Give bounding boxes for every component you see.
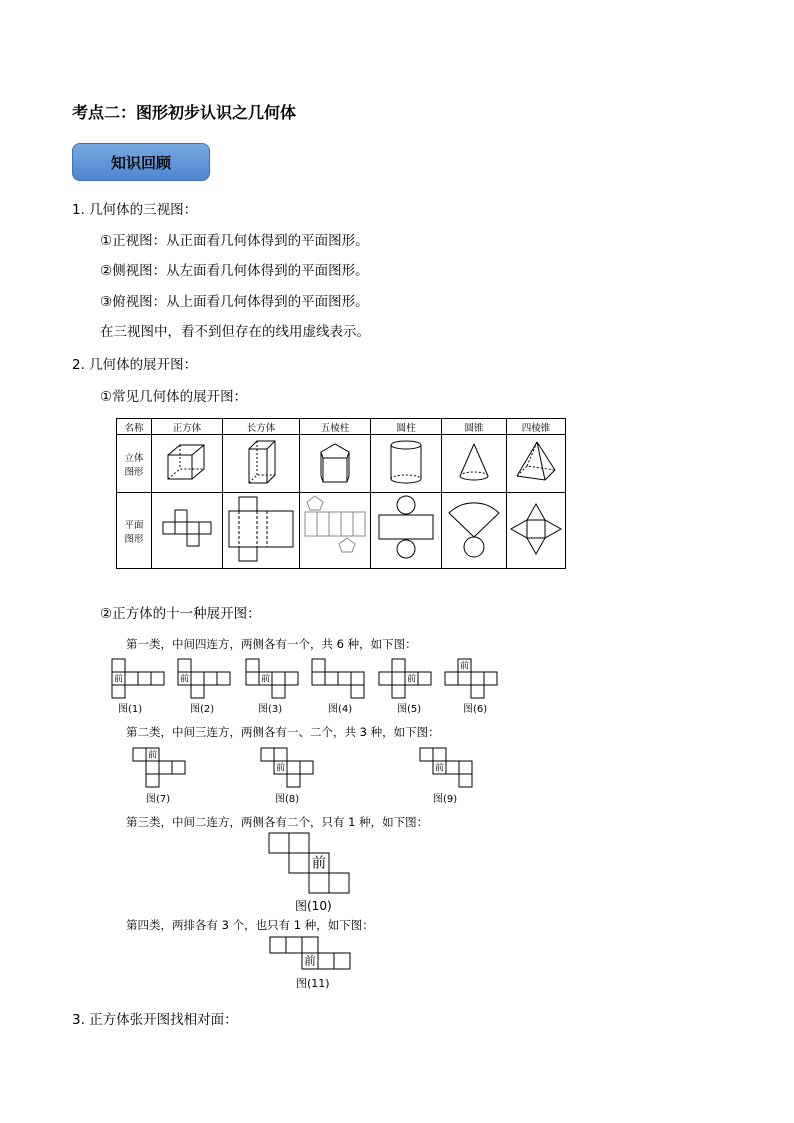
- net-square: [270, 937, 286, 953]
- net-square: [334, 953, 350, 969]
- cube-net: [246, 659, 298, 715]
- cube-net: [270, 937, 350, 990]
- net-square: [151, 672, 164, 685]
- item3-title: 3. 正方体张开图找相对面：: [72, 1012, 238, 1028]
- figure-label: 图(6): [463, 704, 488, 715]
- net-square: [445, 672, 458, 685]
- net-square: [458, 672, 471, 685]
- net-square: [312, 659, 325, 672]
- front-label: 前: [406, 673, 417, 685]
- page-title: 考点二：图形初步认识之几何体: [72, 103, 297, 122]
- cube-net: [178, 659, 230, 715]
- class1-text: 第一类，中间四连方，两侧各有一个，共 6 种，如下图：: [126, 637, 417, 651]
- net-square: [138, 672, 151, 685]
- net-square: [312, 672, 325, 685]
- net-square: [272, 685, 285, 698]
- table-col-header: 四棱锥: [507, 419, 566, 435]
- front-label: 前: [304, 953, 316, 968]
- figure-label: 图(9): [433, 794, 458, 805]
- net-square: [287, 761, 300, 774]
- net-square: [274, 748, 287, 761]
- net-square: [351, 685, 364, 698]
- net-square: [338, 672, 351, 685]
- item1-line: ①正视图：从正面看几何体得到的平面图形。: [100, 233, 369, 249]
- front-label: 前: [311, 855, 327, 872]
- cube-net: [312, 659, 364, 715]
- cube-net: [133, 748, 185, 805]
- front-label: 前: [147, 749, 158, 761]
- cube-net: [445, 659, 497, 715]
- table-col-header: 圆柱: [371, 419, 442, 435]
- table-col-header: 正方体: [152, 419, 223, 435]
- net-square: [392, 685, 405, 698]
- net-square: [289, 853, 309, 873]
- net-square: [379, 672, 392, 685]
- net-square: [146, 774, 159, 787]
- item1-line: ③俯视图：从上面看几何体得到的平面图形。: [100, 294, 369, 310]
- front-label: 前: [179, 673, 190, 685]
- net-square: [191, 672, 204, 685]
- net-square: [112, 659, 125, 672]
- net-square: [146, 761, 159, 774]
- net-square: [172, 761, 185, 774]
- net-square: [392, 672, 405, 685]
- figure-label: 图(4): [328, 704, 353, 715]
- item1-title: 1. 几何体的三视图：: [72, 202, 198, 218]
- net-square: [351, 672, 364, 685]
- cube-net: [112, 659, 164, 715]
- figure-label: 图(1): [118, 704, 143, 715]
- table-col-header: 五棱柱: [300, 419, 371, 435]
- cube-net: [379, 659, 431, 715]
- item2-sub1: ①常见几何体的展开图：: [100, 389, 248, 405]
- net-square: [125, 672, 138, 685]
- cube-net: [269, 833, 349, 913]
- net-square: [191, 685, 204, 698]
- net-square: [286, 937, 302, 953]
- section-badge: 知识回顾: [72, 143, 210, 181]
- front-label: 前: [260, 673, 271, 685]
- item2-title: 2. 几何体的展开图：: [72, 357, 198, 373]
- front-label: 前: [113, 673, 124, 685]
- net-square: [471, 685, 484, 698]
- front-label: 前: [275, 762, 286, 774]
- net-square: [246, 672, 259, 685]
- front-label: 前: [459, 660, 470, 672]
- class2-text: 第二类，中间三连方，两侧各有一、二个，共 3 种，如下图：: [126, 725, 440, 739]
- table-col-header: 圆锥: [442, 419, 507, 435]
- net-square: [133, 748, 146, 761]
- net-square: [261, 748, 274, 761]
- net-square: [217, 672, 230, 685]
- item1-line: 在三视图中，看不到但存在的线用虚线表示。: [100, 324, 370, 340]
- front-label: 前: [434, 762, 445, 774]
- net-square: [285, 672, 298, 685]
- net-square: [446, 761, 459, 774]
- figure-label: 图(11): [296, 977, 330, 990]
- item1-line: ②侧视图：从左面看几何体得到的平面图形。: [100, 263, 369, 279]
- net-square: [418, 672, 431, 685]
- row-label-net: 平面 图形: [117, 493, 152, 569]
- figure-label: 图(7): [146, 794, 171, 805]
- net-square: [484, 672, 497, 685]
- figure-label: 图(3): [258, 704, 283, 715]
- net-square: [204, 672, 217, 685]
- net-square: [159, 761, 172, 774]
- figure-label: 图(8): [275, 794, 300, 805]
- cube-net: [420, 748, 472, 805]
- net-square: [471, 672, 484, 685]
- net-square: [433, 748, 446, 761]
- net-square: [289, 833, 309, 853]
- net-square: [329, 873, 349, 893]
- net-square: [272, 672, 285, 685]
- row-label-solid: 立体 图形: [117, 435, 152, 493]
- cube-net: [261, 748, 313, 805]
- net-square: [318, 953, 334, 969]
- net-square: [392, 659, 405, 672]
- net-square: [269, 833, 289, 853]
- net-square: [246, 659, 259, 672]
- net-square: [112, 685, 125, 698]
- net-square: [302, 937, 318, 953]
- figure-label: 图(5): [397, 704, 422, 715]
- item2-sub2: ②正方体的十一种展开图：: [100, 606, 261, 622]
- net-square: [459, 761, 472, 774]
- figure-label: 图(2): [190, 704, 215, 715]
- table-col-header: 长方体: [223, 419, 300, 435]
- class4-text: 第四类，两排各有 3 个，也只有 1 种，如下图：: [126, 918, 374, 932]
- net-square: [325, 672, 338, 685]
- class3-text: 第三类，中间二连方，两侧各有二个，只有 1 种，如下图：: [126, 815, 429, 829]
- net-square: [309, 873, 329, 893]
- figure-label: 图(10): [295, 899, 332, 913]
- net-square: [287, 774, 300, 787]
- net-square: [420, 748, 433, 761]
- net-square: [300, 761, 313, 774]
- net-square: [459, 774, 472, 787]
- table-header-label: 名称: [117, 419, 152, 435]
- net-square: [178, 659, 191, 672]
